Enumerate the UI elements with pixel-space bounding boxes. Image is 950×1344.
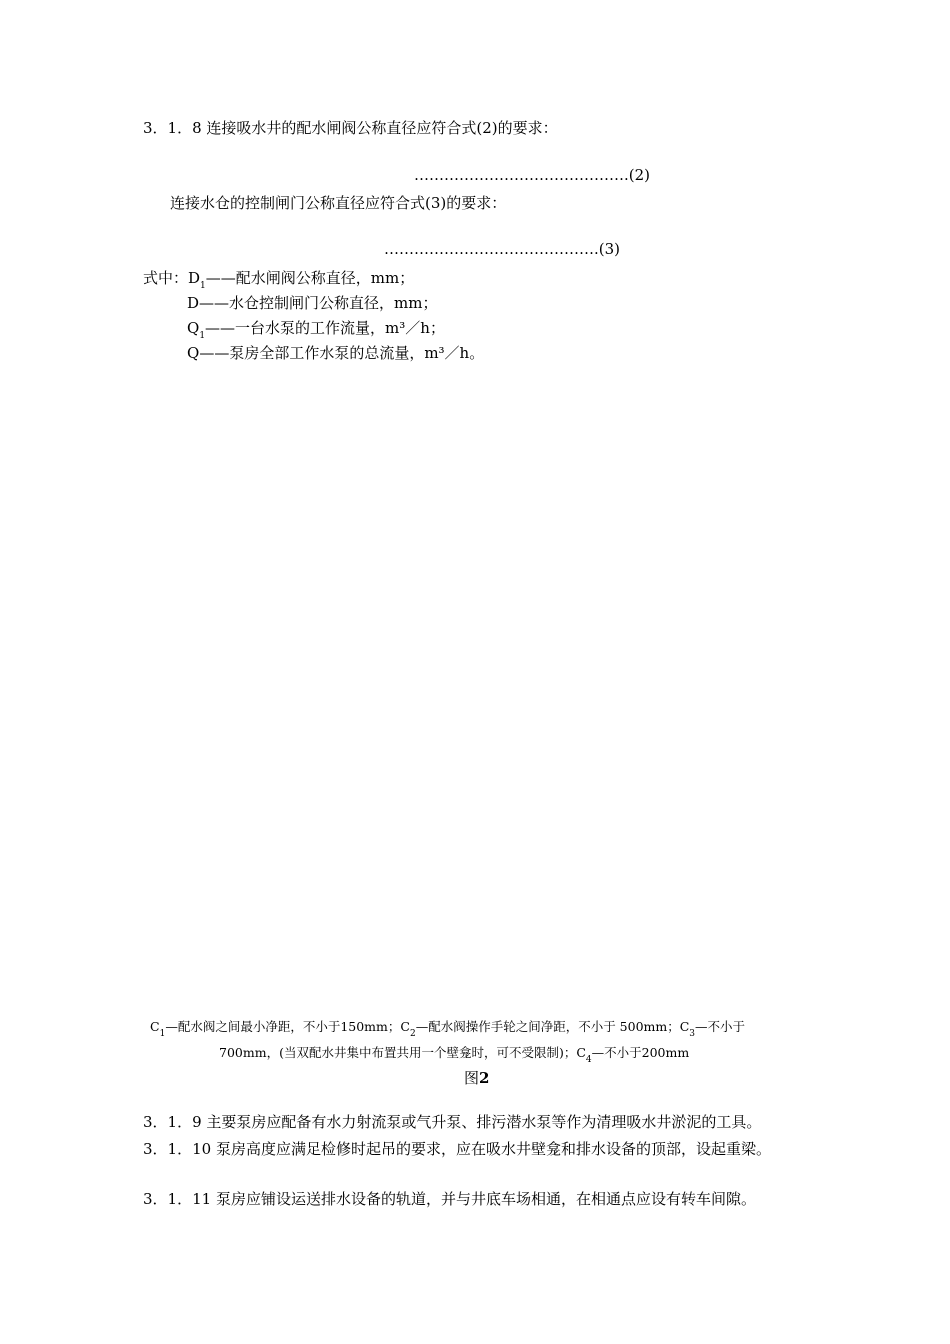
definition-text: ——一台水泵的工作流量，m³／h；	[205, 319, 445, 337]
section-3-1-9: 3．1．9 主要泵房应配备有水力射流泵或气升泵、排污潜水泵等作为清理吸水井淤泥的工具。	[143, 1113, 762, 1131]
formula-2-reference: …………………………………….(2)	[414, 166, 651, 184]
definition-d1	[143, 268, 414, 291]
where-prefix: 式中：	[143, 269, 189, 287]
caption-text: —不小于	[695, 1019, 746, 1034]
figure-caption-line-2	[219, 1044, 689, 1064]
caption-subscript: 2	[409, 1029, 416, 1039]
symbol-subscript: 1	[200, 281, 206, 291]
caption-subscript: 3	[689, 1029, 696, 1039]
definition-text: ——配水闸阀公称直径，mm；	[205, 269, 415, 287]
definition-q1	[187, 318, 445, 341]
caption-subscript: 1	[159, 1029, 166, 1039]
section-3-1-8-heading: 3．1．8 连接吸水井的配水闸阀公称直径应符合式(2)的要求：	[143, 119, 558, 137]
definition-text: ——水仓控制闸门公称直径，mm；	[199, 294, 438, 312]
figure-label	[464, 1068, 489, 1088]
section-3-1-11: 3．1．11 泵房应铺设运送排水设备的轨道，并与井底车场相通，在相通点应设有转车间隙。	[143, 1190, 756, 1208]
definition-q	[187, 343, 484, 363]
caption-subscript: 4	[585, 1055, 592, 1065]
symbol: D	[188, 269, 201, 287]
caption-symbol: C	[150, 1019, 160, 1034]
formula-3-intro: 连接水仓的控制闸门公称直径应符合式(3)的要求：	[170, 194, 507, 212]
section-3-1-10: 3．1．10 泵房高度应满足检修时起吊的要求，应在吸水井壁龛和排水设备的顶部，设起重梁。	[143, 1140, 771, 1158]
symbol: Q	[187, 344, 200, 362]
caption-text: —不小于200mm	[591, 1045, 690, 1060]
caption-text: 700mm，(当双配水井集中布置共用一个壁龛时，可不受限制)；C	[219, 1045, 586, 1060]
symbol-subscript: 1	[199, 331, 206, 341]
symbol: D	[187, 294, 200, 312]
figure-caption-line-1	[150, 1018, 745, 1038]
caption-text: —配水阀之间最小净距，不小于150mm；C	[165, 1019, 410, 1034]
figure-label-prefix: 图	[464, 1069, 480, 1087]
figure-label-number: 2	[479, 1069, 490, 1087]
definition-d	[187, 293, 437, 313]
caption-text: —配水阀操作手轮之间净距，不小于 500mm；C	[415, 1019, 690, 1034]
formula-3-reference: …………………………………….(3)	[384, 240, 621, 258]
symbol: Q	[187, 319, 200, 337]
definition-text: ——泵房全部工作水泵的总流量，m³／h。	[199, 344, 485, 362]
